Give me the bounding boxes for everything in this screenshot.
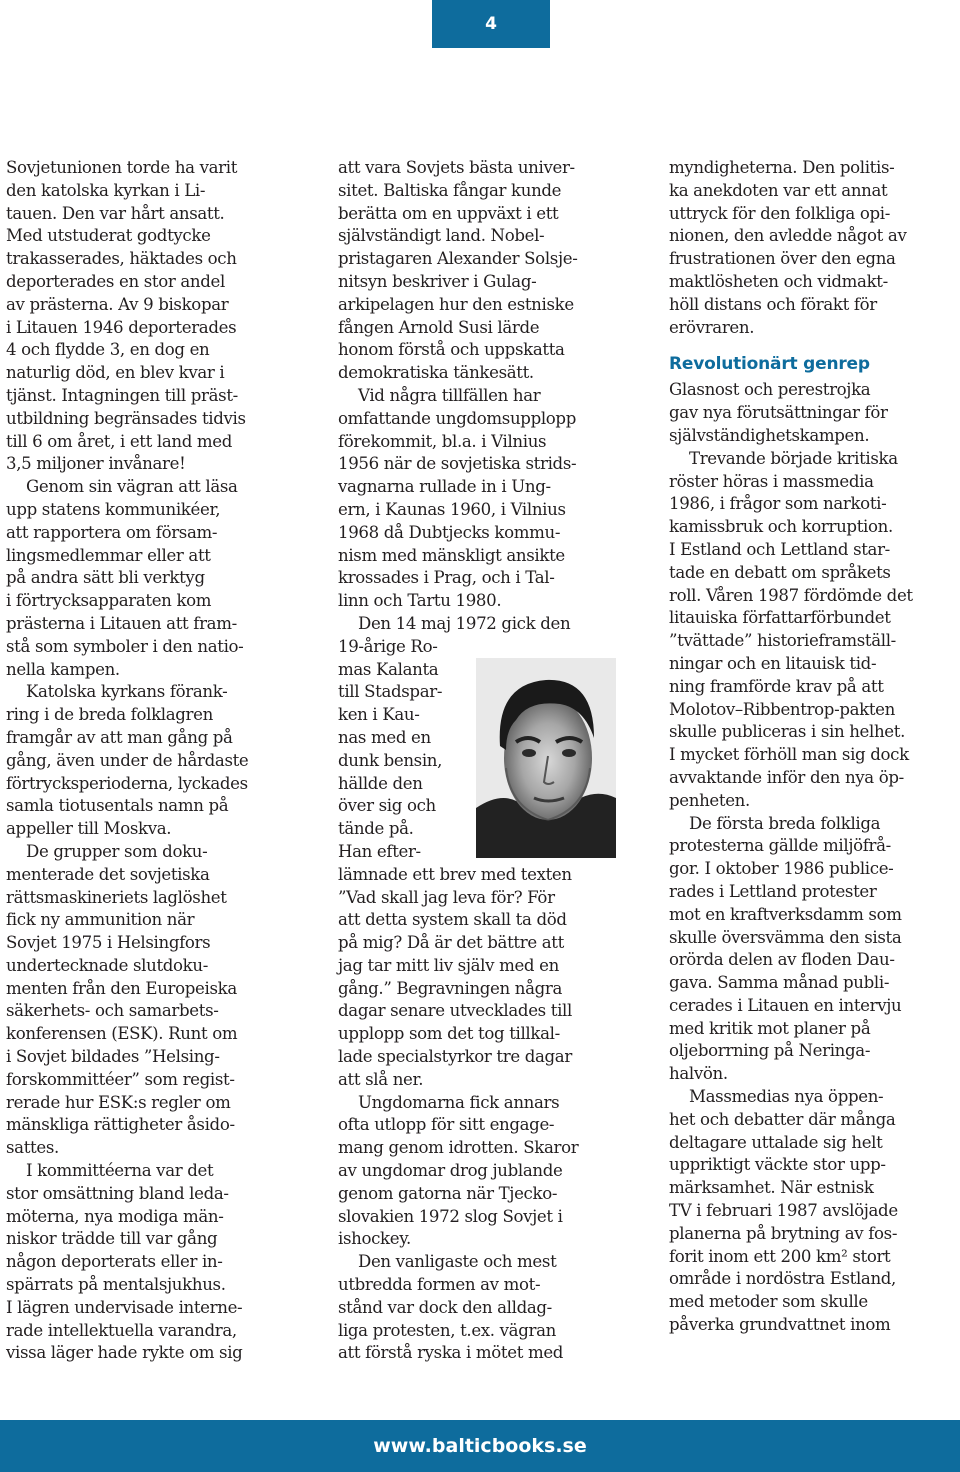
text-line: genom gatorna när Tjecko-: [338, 1183, 558, 1203]
text-line: gång, även under de hårdaste: [6, 750, 249, 770]
text-line: någon deporterats eller in-: [6, 1252, 223, 1272]
text-line: forskommittéer” som regist-: [6, 1069, 235, 1089]
text-line: förekommit, bl.a. i Vilnius: [338, 431, 547, 451]
text-line: Sovjetunionen torde ha varit: [6, 158, 238, 177]
text-line: roll. Våren 1987 fördömde det: [669, 585, 913, 605]
text-line: Han efter-: [338, 841, 421, 861]
text-line: märksamhet. När estnisk: [669, 1178, 874, 1198]
text-line: hällde den: [338, 773, 423, 793]
text-line: mas Kalanta: [338, 659, 439, 679]
text-line: Katolska kyrkans förank-: [26, 682, 228, 702]
text-line: mang genom idrotten. Skaror: [338, 1138, 579, 1158]
text-line: upplopp som det tog tillkal-: [338, 1024, 560, 1044]
text-line: mänskliga rättigheter åsido-: [6, 1115, 235, 1135]
text-line: Glasnost och perestrojka: [669, 380, 871, 400]
text-line: spärrats på mentalsjukhus.: [6, 1275, 226, 1295]
text-line: oljeborrning på Neringa-: [669, 1041, 871, 1061]
text-line: mot en kraftverksdamm som: [669, 904, 902, 924]
text-line: Genom sin vägran att läsa: [26, 477, 238, 497]
text-line: tauen. Den var hårt ansatt.: [6, 203, 225, 223]
text-line: protesterna gällde miljöfrå-: [669, 836, 891, 856]
text-line: naturlig död, en blev kvar i: [6, 363, 225, 383]
text-line: rades i Lettland protester: [669, 881, 877, 901]
page-number-tab: [432, 0, 550, 48]
text-line: i Sovjet bildades ”Helsing-: [6, 1047, 220, 1067]
text-line: myndigheterna. Den politis-: [669, 158, 895, 177]
text-line: Massmedias nya öppen-: [689, 1087, 884, 1107]
text-line: jag tar mitt liv själv med en: [338, 955, 559, 975]
text-line: 19-årige Ro-: [338, 636, 438, 656]
text-line: gav nya förutsättningar för: [669, 403, 888, 423]
text-line: med kritik mot planer på: [669, 1018, 871, 1038]
text-line: uttryck för den folkliga opi-: [669, 203, 890, 223]
text-line: utbredda formen av mot-: [338, 1275, 541, 1295]
text-line: till Stadspar-: [338, 682, 443, 702]
text-line: stor omsättning bland leda-: [6, 1183, 229, 1203]
text-line: undertecknade slutdoku-: [6, 955, 208, 975]
text-line: ”tvättade” historieframställ-: [669, 631, 896, 651]
text-line: ka anekdoten var ett annat: [669, 180, 888, 200]
article-column-1: [6, 157, 288, 1365]
text-line: nism med mänskligt ansikte: [338, 545, 565, 565]
text-line: berätta om en uppväxt i ett: [338, 203, 559, 223]
text-line: tjänst. Intagningen till präst-: [6, 385, 238, 405]
text-line: ishockey.: [338, 1229, 411, 1249]
text-line: litauiska författarförbundet: [669, 608, 891, 628]
text-line: nionen, den avledde något av: [669, 226, 907, 246]
text-line: ofta utlopp för sitt engage-: [338, 1115, 555, 1135]
text-line: maktlösheten och vidmakt-: [669, 271, 888, 291]
text-line: stå som symboler i den natio-: [6, 636, 244, 656]
text-line: vissa läger hade rykte om sig: [6, 1343, 243, 1363]
text-line: stånd var dock den alldag-: [338, 1297, 552, 1317]
text-line: dunk bensin,: [338, 750, 443, 770]
text-line: nella kampen.: [6, 659, 120, 679]
text-line: Den vanligaste och mest: [358, 1252, 557, 1272]
text-line: uppriktigt väckte stor upp-: [669, 1155, 886, 1175]
text-line: förtrycksperioderna, lyckades: [6, 773, 248, 793]
text-line: utbildning begränsades tidvis: [6, 408, 246, 428]
text-line: pristagaren Alexander Solsje-: [338, 249, 578, 269]
text-line: krossades i Prag, och i Tal-: [338, 568, 555, 588]
text-line: rättsmaskineriets laglöshet: [6, 887, 227, 907]
text-line: tände på.: [338, 819, 414, 839]
text-line: het och debatter där många: [669, 1109, 896, 1129]
text-line: till 6 om året, i ett land med: [6, 431, 233, 451]
text-line: menten från den Europeiska: [6, 978, 237, 998]
text-line: konferensen (ESK). Runt om: [6, 1024, 238, 1044]
text-line: deltagare uttalade sig helt: [669, 1132, 883, 1152]
text-line: Ungdomarna fick annars: [358, 1092, 560, 1112]
text-line: 1968 då Dubtjecks kommu-: [338, 522, 561, 542]
text-line: sitet. Baltiska fångar kunde: [338, 180, 562, 200]
text-line: 3,5 miljoner invånare!: [6, 454, 186, 474]
text-line: tade en debatt om språkets: [669, 562, 891, 582]
text-line: skulle översvämma den sista: [669, 927, 902, 947]
text-line: 4 och flydde 3, en dog en: [6, 340, 210, 360]
text-line: 1956 när de sovjetiska strids-: [338, 454, 577, 474]
text-line: rade intellektuella varandra,: [6, 1320, 237, 1340]
column-3-body: [669, 379, 960, 1336]
text-line: fången Arnold Susi lärde: [338, 317, 540, 337]
footer-url[interactable]: www.balticbooks.se: [373, 1435, 587, 1457]
text-line: möterna, nya modiga män-: [6, 1206, 224, 1226]
text-line: 1986, i frågor som narkoti-: [669, 494, 887, 514]
text-line: att detta system skall ta död: [338, 910, 567, 930]
text-line: I mycket förhöll man sig dock: [669, 745, 909, 765]
text-line: samla tiotusentals namn på: [6, 796, 229, 816]
text-line: vagnarna rullade in i Ung-: [338, 477, 551, 497]
text-line: penheten.: [669, 790, 750, 810]
text-line: halvön.: [669, 1064, 728, 1084]
text-line: lingsmedlemmar eller att: [6, 545, 211, 565]
text-line: deporterades en stor andel: [6, 271, 225, 291]
text-line: I lägren undervisade interne-: [6, 1297, 243, 1317]
section-heading: Revolutionärt genrep: [669, 354, 870, 375]
text-line: fick ny ammunition när: [6, 910, 195, 930]
text-line: gor. I oktober 1986 publice-: [669, 859, 894, 879]
text-line: säkerhets- och samarbets-: [6, 1001, 219, 1021]
text-line: att vara Sovjets bästa univer-: [338, 158, 575, 177]
text-line: på mig? Då är det bättre att: [338, 933, 564, 953]
text-line: Den 14 maj 1972 gick den: [358, 613, 571, 633]
text-line: skulle publiceras i sin helhet.: [669, 722, 906, 742]
text-line: lämnade ett brev med texten: [338, 864, 572, 884]
text-line: över sig och: [338, 796, 436, 816]
text-line: appeller till Moskva.: [6, 819, 172, 839]
text-line: avvaktande inför den nya öp-: [669, 767, 904, 787]
text-line: av ungdomar drog jublande: [338, 1161, 563, 1181]
text-line: på andra sätt bli verktyg: [6, 568, 205, 588]
text-line: i Litauen 1946 deporterades: [6, 317, 237, 337]
text-line: frustrationen över den egna: [669, 249, 896, 269]
text-line: i förtrycksapparaten kom: [6, 591, 212, 611]
text-line: orörda delen av floden Dau-: [669, 950, 895, 970]
text-line: att slå ner.: [338, 1069, 424, 1089]
portrait-photo: [476, 658, 616, 858]
footer-bar: [0, 1420, 960, 1472]
text-line: Sovjet 1975 i Helsingfors: [6, 933, 211, 953]
text-line: Med utstuderat godtycke: [6, 226, 211, 246]
text-line: demokratiska tänkesätt.: [338, 363, 534, 383]
text-line: slovakien 1972 slog Sovjet i: [338, 1206, 563, 1226]
page-number: 4: [485, 14, 497, 34]
text-line: I Estland och Lettland star-: [669, 539, 890, 559]
text-line: dagar senare utvecklades till: [338, 1001, 572, 1021]
text-line: ern, i Kaunas 1960, i Vilnius: [338, 499, 566, 519]
text-line: av prästerna. Av 9 biskopar: [6, 294, 229, 314]
text-line: forit inom ett 200 km² stort: [669, 1246, 891, 1266]
text-line: påverka grundvattnet inom: [669, 1315, 891, 1335]
text-line: Trevande började kritiska: [689, 448, 898, 468]
text-line: område i nordöstra Estland,: [669, 1269, 896, 1289]
text-line: De första breda folkliga: [689, 813, 881, 833]
text-line: sattes.: [6, 1138, 59, 1158]
text-line: gava. Samma månad publi-: [669, 973, 890, 993]
text-line: prästerna i Litauen att fram-: [6, 613, 237, 633]
text-line: Vid några tillfällen har: [358, 385, 541, 405]
text-line: liga protesten, t.ex. vägran: [338, 1320, 556, 1340]
text-line: framgår av att man gång på: [6, 727, 233, 747]
text-line: omfattande ungdomsupplopp: [338, 408, 576, 428]
text-line: honom förstå och uppskatta: [338, 340, 565, 360]
text-line: ningar och en litauisk tid-: [669, 653, 877, 673]
text-line: linn och Tartu 1980.: [338, 591, 502, 611]
article-column-3: [669, 157, 960, 1337]
text-line: niskor trädde till var gång: [6, 1229, 218, 1249]
text-line: upp statens kommunikéer,: [6, 499, 221, 519]
text-line: I kommittéerna var det: [26, 1161, 214, 1181]
text-line: röster höras i massmedia: [669, 471, 874, 491]
text-line: den katolska kyrkan i Li-: [6, 180, 206, 200]
text-line: självständigt land. Nobel-: [338, 226, 545, 246]
text-line: ken i Kau-: [338, 705, 420, 725]
text-line: med metoder som skulle: [669, 1292, 868, 1312]
text-line: gång.” Begravningen några: [338, 978, 563, 998]
text-line: kamissbruk och korruption.: [669, 517, 893, 537]
text-line: rerade hur ESK:s regler om: [6, 1092, 231, 1112]
text-line: nitsyn beskriver i Gulag-: [338, 271, 537, 291]
column-3-intro: [669, 157, 960, 339]
text-line: att förstå ryska i mötet med: [338, 1343, 564, 1363]
text-line: ning framförde krav på att: [669, 676, 884, 696]
text-line: att rapportera om försam-: [6, 522, 218, 542]
text-line: lade specialstyrkor tre dagar: [338, 1047, 572, 1067]
text-line: ring i de breda folklagren: [6, 705, 213, 725]
text-line: TV i februari 1987 avslöjade: [669, 1201, 898, 1221]
text-line: menterade det sovjetiska: [6, 864, 210, 884]
text-line: erövraren.: [669, 317, 755, 337]
text-line: självständighetskampen.: [669, 425, 870, 445]
text-line: cerades i Litauen en intervju: [669, 995, 902, 1015]
text-line: De grupper som doku-: [26, 841, 208, 861]
text-line: höll distans och förakt för: [669, 294, 877, 314]
text-line: ”Vad skall jag leva för? För: [338, 887, 555, 907]
text-line: arkipelagen hur den estniske: [338, 294, 574, 314]
text-line: Molotov–Ribbentrop-pakten: [669, 699, 895, 719]
text-line: trakasserades, häktades och: [6, 249, 237, 269]
text-line: planerna på brytning av fos-: [669, 1223, 898, 1243]
text-line: nas med en: [338, 727, 431, 747]
